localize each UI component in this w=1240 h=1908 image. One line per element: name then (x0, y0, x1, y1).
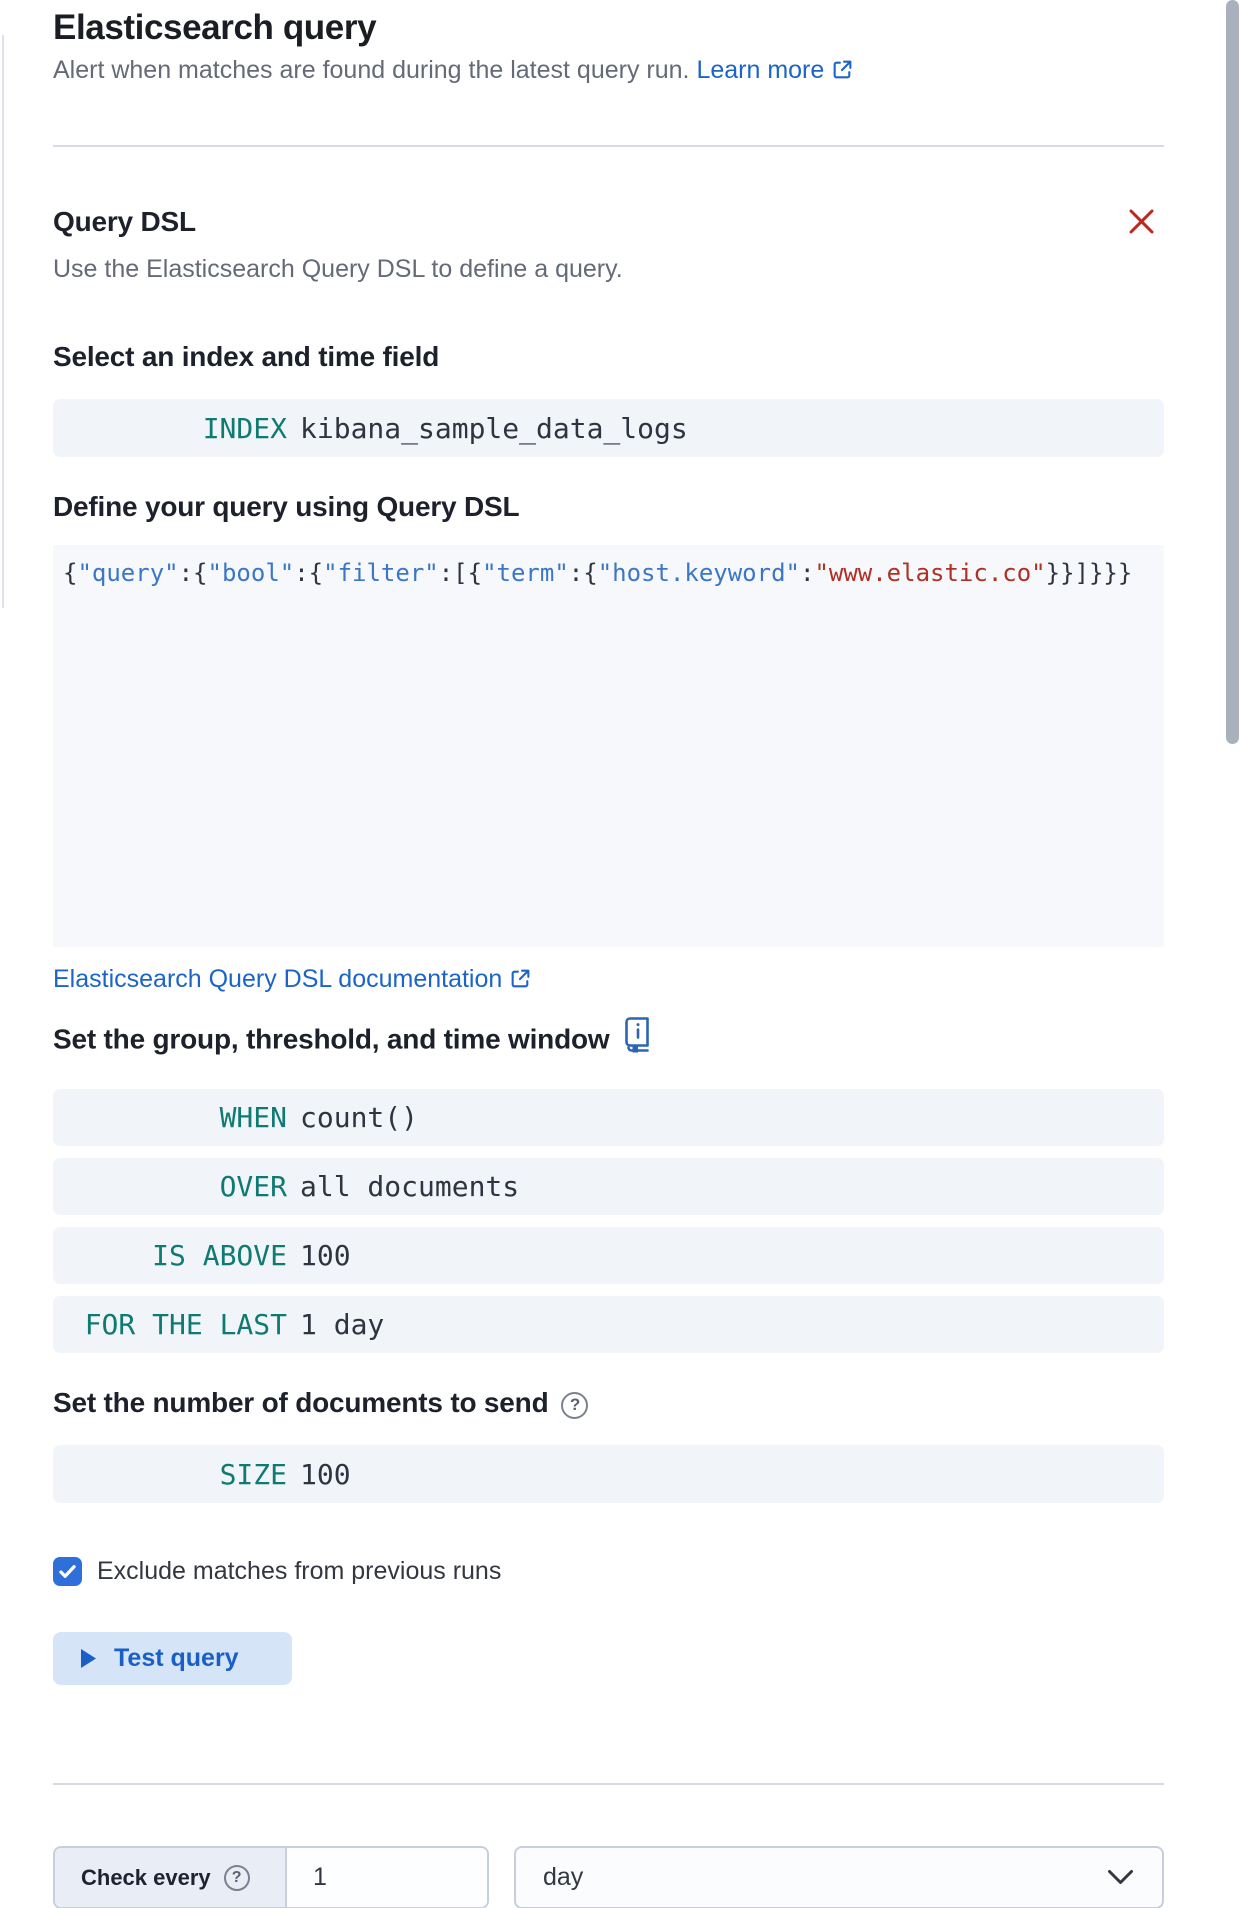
code-token: :[{ (438, 559, 483, 587)
expression-value: 100 (300, 1457, 351, 1491)
external-link-icon (509, 966, 532, 998)
external-link-icon (831, 57, 854, 89)
expression-for-the-last[interactable] (53, 1296, 1164, 1353)
expression-label: IS ABOVE (152, 1239, 287, 1272)
threshold-heading-text: Set the group, threshold, and time window (53, 1023, 610, 1055)
learn-more-link[interactable]: Learn more (696, 56, 825, 84)
code-token: :{ (178, 559, 208, 587)
code-token: }}]}}} (1045, 559, 1133, 587)
interval-unit-select[interactable] (514, 1846, 1164, 1908)
check-every-label: Check every (81, 1864, 211, 1890)
subtitle-text: Alert when matches are found during the latest query run. (53, 56, 690, 84)
threshold-expressions (53, 1089, 1164, 1353)
exclude-matches-row (53, 1555, 1164, 1587)
expression-value: count() (300, 1101, 419, 1134)
code-token: "bool" (207, 559, 295, 587)
question-in-circle-icon[interactable]: ? (561, 1392, 588, 1419)
code-token: :{ (568, 559, 598, 587)
code-token: { (63, 559, 78, 587)
code-token: :{ (294, 559, 324, 587)
expression-label: WHEN (219, 1101, 287, 1134)
expression-value: 1 day (300, 1308, 385, 1341)
question-in-circle-icon[interactable]: ? (224, 1865, 250, 1891)
code-token: "host.keyword" (597, 559, 800, 587)
background-panel-edge (2, 35, 4, 608)
expression-over[interactable] (53, 1158, 1164, 1215)
scrollbar-thumb[interactable] (1226, 0, 1239, 744)
page-subtitle (53, 54, 1164, 89)
close-icon[interactable] (1126, 206, 1156, 236)
code-token: "www.elastic.co" (814, 559, 1046, 587)
exclude-matches-checkbox[interactable] (53, 1557, 82, 1586)
size-section-heading (53, 1386, 1164, 1420)
schedule-controls (53, 1846, 1164, 1908)
test-query-button[interactable] (53, 1632, 292, 1685)
interval-value-input[interactable] (287, 1848, 487, 1907)
book-documentation-icon[interactable] (623, 1016, 653, 1062)
code-token: : (799, 559, 815, 587)
code-token: "term" (482, 559, 569, 587)
exclude-matches-label[interactable]: Exclude matches from previous runs (97, 1557, 502, 1585)
expression-value: all documents (300, 1170, 520, 1203)
expression-is-above[interactable] (53, 1227, 1164, 1284)
threshold-section-heading (53, 1018, 1164, 1064)
page-title: Elasticsearch query (53, 8, 377, 47)
check-every-prepend (55, 1848, 287, 1907)
size-heading-text: Set the number of documents to send (53, 1387, 549, 1418)
index-expression-value: kibana_sample_data_logs (300, 411, 688, 445)
check-every-group (53, 1846, 489, 1908)
expression-label: OVER (219, 1170, 287, 1203)
schedule-divider (53, 1783, 1164, 1785)
code-token: "filter" (323, 559, 439, 587)
play-icon (80, 1648, 97, 1669)
index-expression-label: INDEX (202, 411, 287, 445)
chevron-down-icon (1107, 1869, 1134, 1886)
code-token: "query" (77, 559, 179, 587)
index-section-heading: Select an index and time field (53, 341, 440, 372)
query-dsl-heading: Query DSL (53, 206, 196, 237)
query-dsl-editor[interactable] (53, 545, 1164, 947)
interval-unit-value: day (543, 1863, 584, 1891)
test-query-button-label: Test query (114, 1644, 239, 1672)
query-dsl-description: Use the Elasticsearch Query DSL to define a query. (53, 255, 623, 283)
expression-label: FOR THE LAST (84, 1308, 287, 1341)
expression-value: 100 (300, 1239, 351, 1272)
size-expression[interactable] (53, 1445, 1164, 1503)
query-dsl-doc-link[interactable]: Elasticsearch Query DSL documentation (53, 965, 503, 993)
expression-when[interactable] (53, 1089, 1164, 1146)
query-dsl-code (63, 557, 1154, 589)
define-query-heading: Define your query using Query DSL (53, 491, 520, 522)
header-divider (53, 145, 1164, 147)
expression-label: SIZE (219, 1457, 287, 1491)
index-expression[interactable] (53, 399, 1164, 457)
